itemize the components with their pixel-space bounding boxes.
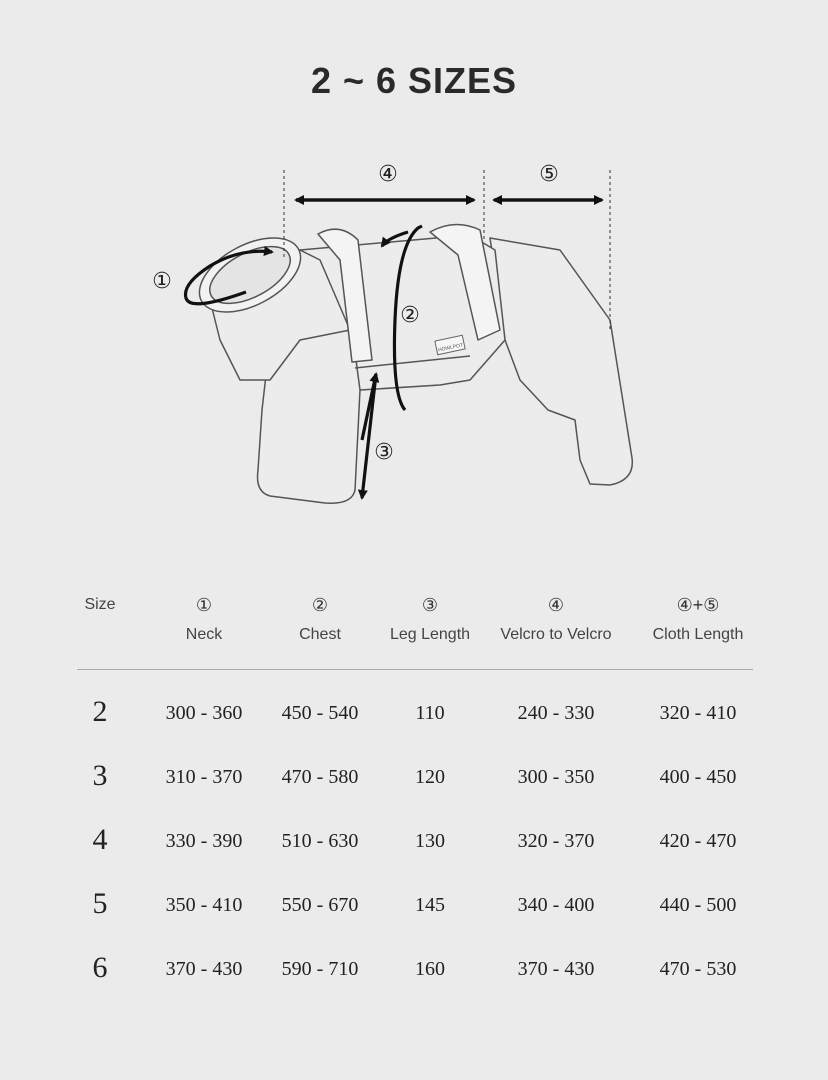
cloth-length-cell: 470 - 530 — [659, 958, 737, 980]
dog-suit-diagram — [0, 150, 828, 530]
col-header-chest: ② Chest — [299, 595, 341, 643]
marker-2: ② — [400, 303, 420, 328]
neck-cell: 300 - 360 — [165, 702, 243, 724]
size-cell: 4 — [92, 823, 108, 856]
chest-cell: 550 - 670 — [281, 894, 359, 916]
cloth-length-cell: 420 - 470 — [659, 830, 737, 852]
size-cell: 5 — [92, 887, 108, 920]
velcro-cell: 320 - 370 — [517, 830, 595, 852]
leg-length-cell: 120 — [415, 766, 445, 788]
cloth-length-cell: 400 - 450 — [659, 766, 737, 788]
chest-cell: 510 - 630 — [281, 830, 359, 852]
neck-cell: 310 - 370 — [165, 766, 243, 788]
neck-cell: 370 - 430 — [165, 958, 243, 980]
neck-cell: 330 - 390 — [165, 830, 243, 852]
marker-3: ③ — [374, 440, 394, 465]
neck-cell: 350 - 410 — [165, 894, 243, 916]
marker-5: ⑤ — [539, 162, 559, 187]
col-header-cloth-length: ④+⑤ Cloth Length — [652, 595, 744, 643]
page-title: 2 ~ 6 SIZES — [310, 60, 518, 101]
size-cell: 6 — [92, 951, 108, 984]
header-divider — [77, 669, 753, 670]
size-cell: 2 — [92, 695, 108, 728]
marker-1: ① — [152, 269, 172, 294]
col-header-neck: ① Neck — [185, 595, 223, 643]
marker-4: ④ — [378, 162, 398, 187]
velcro-cell: 340 - 400 — [517, 894, 595, 916]
size-cell: 3 — [92, 759, 108, 792]
leg-length-cell: 160 — [415, 958, 445, 980]
velcro-cell: 370 - 430 — [517, 958, 595, 980]
col-header-velcro: ④ Velcro to Velcro — [500, 595, 612, 643]
chest-cell: 590 - 710 — [281, 958, 359, 980]
col-header-leg-length: ③ Leg Length — [389, 595, 471, 643]
chest-cell: 450 - 540 — [281, 702, 359, 724]
col-header-size: Size — [84, 596, 116, 613]
leg-length-cell: 130 — [415, 830, 445, 852]
chest-cell: 470 - 580 — [281, 766, 359, 788]
velcro-cell: 300 - 350 — [517, 766, 595, 788]
leg-length-cell: 110 — [415, 702, 445, 724]
cloth-length-cell: 440 - 500 — [659, 894, 737, 916]
suit-outline — [187, 223, 632, 504]
cloth-length-cell: 320 - 410 — [659, 702, 737, 724]
suit-tag-label: HOWLPOT — [437, 342, 464, 354]
velcro-cell: 240 - 330 — [517, 702, 595, 724]
leg-length-cell: 145 — [415, 894, 445, 916]
